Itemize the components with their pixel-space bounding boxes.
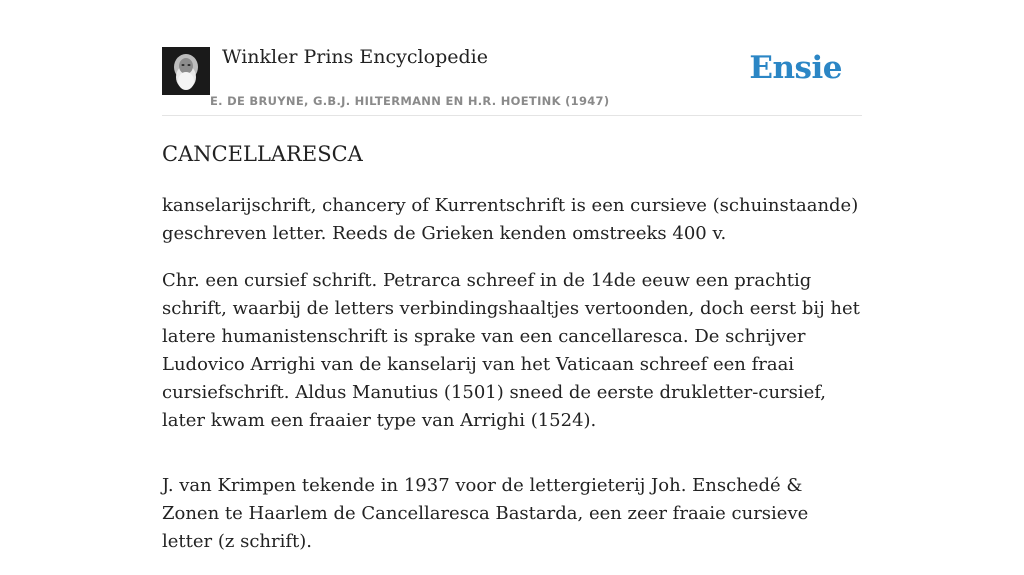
- site-header: [162, 44, 862, 116]
- ensie-logo[interactable]: Ensie: [749, 50, 842, 86]
- article-paragraph: kanselarijschrift, chancery of Kurrentschrift is een cursieve (schuinstaande) geschreven letter. Reeds de Grieken kenden omstreeks 400 v.: [162, 195, 859, 244]
- author-portrait-avatar: [162, 47, 210, 95]
- authors-credit: E. DE BRUYNE, G.B.J. HILTERMANN EN H.R. HOETINK (1947): [210, 94, 610, 108]
- article-paragraph: Chr. een cursief schrift. Petrarca schreef in de 14de eeuw een prachtig schrift, waarbij de letters verbindingshaaltjes vertoonden, doch eerst bij het latere humanistenschrift is sprake van een cancellaresca. De schrijver Ludovico Arrighi van de kanselarij van het Vaticaan schreef een fraai cursiefschrift. Aldus Manutius (1501) sneed de eerste drukletter-cursief, later kwam een fraaier type van Arrighi (1524).: [162, 270, 860, 431]
- article-title: CANCELLARESCA: [162, 142, 363, 166]
- article-body: [162, 192, 862, 575]
- site-title[interactable]: Winkler Prins Encyclopedie: [222, 46, 488, 68]
- article-paragraph: J. van Krimpen tekende in 1937 voor de lettergieterij Joh. Enschedé & Zonen te Haarlem de Cancellaresca Bastarda, een zeer fraaie cursieve letter (z schrift).: [162, 475, 809, 552]
